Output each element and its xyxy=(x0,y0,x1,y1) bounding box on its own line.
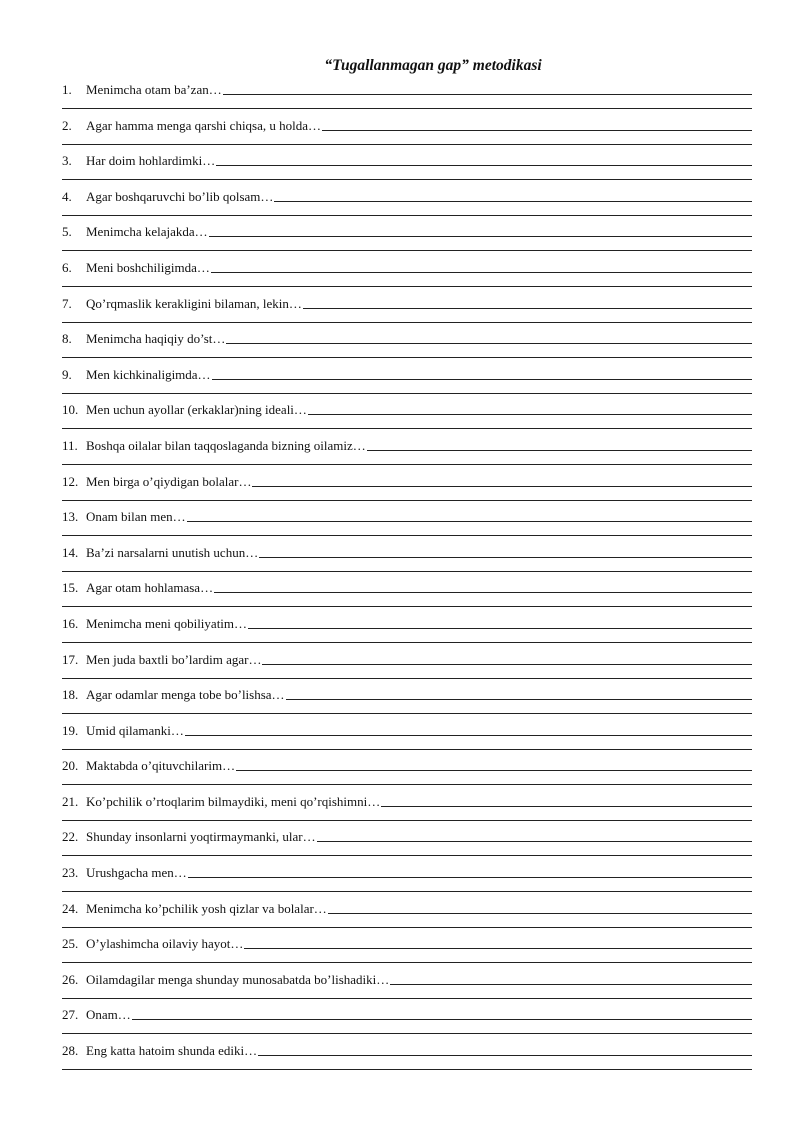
answer-line[interactable] xyxy=(258,1055,752,1056)
sentence-item xyxy=(62,789,752,825)
sentence-item xyxy=(62,326,752,362)
answer-line-continuation[interactable] xyxy=(62,215,752,216)
item-number: 7. xyxy=(62,295,72,311)
item-number: 19. xyxy=(62,722,79,738)
answer-line[interactable] xyxy=(216,165,752,166)
answer-line[interactable] xyxy=(286,699,752,700)
answer-line[interactable] xyxy=(132,1019,752,1020)
answer-line[interactable] xyxy=(259,557,752,558)
answer-line-continuation[interactable] xyxy=(62,606,752,607)
answer-line[interactable] xyxy=(236,770,752,771)
answer-line[interactable] xyxy=(308,414,752,415)
answer-line-continuation[interactable] xyxy=(62,749,752,750)
sentence-item xyxy=(62,860,752,896)
sentence-item xyxy=(62,362,752,398)
sentence-item xyxy=(62,184,752,220)
sentence-row xyxy=(62,469,752,488)
answer-line[interactable] xyxy=(328,913,752,914)
item-number: 10. xyxy=(62,402,79,418)
sentence-row xyxy=(62,967,752,986)
sentence-prompt: Oilamdagilar menga shunday munosabatda bo’lishadiki… xyxy=(86,971,390,987)
sentence-row xyxy=(62,255,752,274)
sentence-item xyxy=(62,611,752,647)
sentence-row xyxy=(62,326,752,345)
answer-line-continuation[interactable] xyxy=(62,144,752,145)
sentence-prompt: Qo’rqmaslik kerakligini bilaman, lekin… xyxy=(86,295,302,311)
sentence-prompt: Har doim hohlardimki… xyxy=(86,153,216,169)
sentence-row xyxy=(62,682,752,701)
sentence-prompt: Agar odamlar menga tobe bo’lishsa… xyxy=(86,687,285,703)
sentence-row xyxy=(62,896,752,915)
item-number: 12. xyxy=(62,473,79,489)
sentence-prompt: Boshqa oilalar bilan taqqoslaganda bizning oilamiz… xyxy=(86,437,366,453)
item-number: 27. xyxy=(62,1007,79,1023)
answer-line-continuation[interactable] xyxy=(62,820,752,821)
item-number: 16. xyxy=(62,615,79,631)
answer-line-continuation[interactable] xyxy=(62,393,752,394)
answer-line[interactable] xyxy=(214,592,752,593)
sentence-row xyxy=(62,1038,752,1057)
sentence-item xyxy=(62,824,752,860)
sentence-prompt: Agar boshqaruvchi bo’lib qolsam… xyxy=(86,188,274,204)
sentence-row xyxy=(62,753,752,772)
sentence-row xyxy=(62,860,752,879)
sentence-item xyxy=(62,967,752,1003)
answer-line[interactable] xyxy=(274,201,752,202)
sentence-prompt: Umid qilamanki… xyxy=(86,722,184,738)
answer-line[interactable] xyxy=(211,272,752,273)
answer-line[interactable] xyxy=(185,735,752,736)
answer-line[interactable] xyxy=(248,628,752,629)
answer-line-continuation[interactable] xyxy=(62,678,752,679)
sentence-prompt: Menimcha haqiqiy do’st… xyxy=(86,331,226,347)
sentence-item xyxy=(62,504,752,540)
answer-line-continuation[interactable] xyxy=(62,855,752,856)
sentence-prompt: Menimcha meni qobiliyatim… xyxy=(86,615,248,631)
sentence-row xyxy=(62,433,752,452)
sentence-item xyxy=(62,397,752,433)
sentence-row xyxy=(62,362,752,381)
sentence-item xyxy=(62,647,752,683)
answer-line[interactable] xyxy=(303,308,752,309)
item-number: 18. xyxy=(62,687,79,703)
sentence-prompt: Men uchun ayollar (erkaklar)ning ideali… xyxy=(86,402,307,418)
answer-line[interactable] xyxy=(367,450,752,451)
sentence-row xyxy=(62,540,752,559)
item-number: 5. xyxy=(62,224,72,240)
item-number: 11. xyxy=(62,437,78,453)
answer-line-continuation[interactable] xyxy=(62,286,752,287)
answer-line-continuation[interactable] xyxy=(62,250,752,251)
item-number: 14. xyxy=(62,544,79,560)
answer-line-continuation[interactable] xyxy=(62,642,752,643)
sentence-row xyxy=(62,504,752,523)
sentence-row xyxy=(62,113,752,132)
sentence-prompt: Ba’zi narsalarni unutish uchun… xyxy=(86,544,259,560)
sentence-item xyxy=(62,433,752,469)
item-number: 21. xyxy=(62,793,79,809)
sentence-prompt: Men kichkinaligimda… xyxy=(86,366,211,382)
answer-line[interactable] xyxy=(209,236,752,237)
sentence-prompt: Urushgacha men… xyxy=(86,865,187,881)
answer-line-continuation[interactable] xyxy=(62,322,752,323)
sentence-row xyxy=(62,77,752,96)
sentence-prompt: Men juda baxtli bo’lardim agar… xyxy=(86,651,262,667)
answer-line-continuation[interactable] xyxy=(62,1033,752,1034)
item-number: 3. xyxy=(62,153,72,169)
sentence-row xyxy=(62,148,752,167)
sentence-item xyxy=(62,682,752,718)
sentence-prompt: Men birga o’qiydigan bolalar… xyxy=(86,473,252,489)
sentence-item xyxy=(62,469,752,505)
answer-line-continuation[interactable] xyxy=(62,998,752,999)
sentence-prompt: Meni boshchiligimda… xyxy=(86,259,210,275)
item-number: 1. xyxy=(62,82,72,97)
sentence-item xyxy=(62,255,752,291)
sentence-prompt: Agar hamma menga qarshi chiqsa, u holda… xyxy=(86,117,322,133)
answer-line-continuation[interactable] xyxy=(62,571,752,572)
answer-line[interactable] xyxy=(244,948,752,949)
sentence-row xyxy=(62,931,752,950)
sentence-prompt: Maktabda o’qituvchilarim… xyxy=(86,758,236,774)
answer-line-continuation[interactable] xyxy=(62,357,752,358)
sentence-row xyxy=(62,397,752,416)
answer-line-continuation[interactable] xyxy=(62,464,752,465)
item-number: 13. xyxy=(62,509,79,525)
sentence-row xyxy=(62,219,752,238)
sentence-row xyxy=(62,291,752,310)
sentence-item xyxy=(62,896,752,932)
sentence-row xyxy=(62,789,752,808)
document-title: “Tugallanmagan gap” metodikasi xyxy=(324,57,542,74)
item-number: 22. xyxy=(62,829,79,845)
item-number: 26. xyxy=(62,971,79,987)
sentence-item xyxy=(62,1002,752,1038)
answer-line-continuation[interactable] xyxy=(62,891,752,892)
sentence-row xyxy=(62,647,752,666)
sentence-prompt: Menimcha ko’pchilik yosh qizlar va bolalar… xyxy=(86,900,327,916)
sentence-item xyxy=(62,718,752,754)
answer-line-continuation[interactable] xyxy=(62,927,752,928)
answer-line[interactable] xyxy=(381,806,752,807)
sentence-prompt: Shunday insonlarni yoqtirmaymanki, ular… xyxy=(86,829,316,845)
sentence-prompt: Eng katta hatoim shunda ediki… xyxy=(86,1043,258,1059)
answer-line[interactable] xyxy=(390,984,752,985)
sentence-row xyxy=(62,184,752,203)
sentence-item xyxy=(62,219,752,255)
sentence-row xyxy=(62,575,752,594)
answer-line-continuation[interactable] xyxy=(62,179,752,180)
answer-line-continuation[interactable] xyxy=(62,428,752,429)
sentence-row xyxy=(62,611,752,630)
sentence-item xyxy=(62,753,752,789)
answer-line-continuation[interactable] xyxy=(62,713,752,714)
item-number: 2. xyxy=(62,117,72,133)
item-number: 15. xyxy=(62,580,79,596)
answer-line[interactable] xyxy=(252,486,752,487)
sentence-prompt: Onam bilan men… xyxy=(86,509,186,525)
sentence-item xyxy=(62,540,752,576)
item-number: 6. xyxy=(62,259,72,275)
item-number: 4. xyxy=(62,188,72,204)
item-number: 25. xyxy=(62,936,79,952)
answer-line-continuation[interactable] xyxy=(62,500,752,501)
sentence-prompt: Onam… xyxy=(86,1007,131,1023)
sentence-prompt: Menimcha otam ba’zan… xyxy=(86,82,222,97)
answer-line[interactable] xyxy=(262,664,752,665)
sentence-item xyxy=(62,1038,752,1074)
sentence-item xyxy=(62,113,752,149)
item-number: 9. xyxy=(62,366,72,382)
sentence-item xyxy=(62,931,752,967)
sentence-item xyxy=(62,291,752,327)
item-number: 17. xyxy=(62,651,79,667)
item-number: 28. xyxy=(62,1043,79,1059)
sentence-prompt: Ko’pchilik o’rtoqlarim bilmaydiki, meni qo’rqishimni… xyxy=(86,793,381,809)
sentence-prompt: Agar otam hohlamasa… xyxy=(86,580,214,596)
sentence-item xyxy=(62,575,752,611)
sentence-prompt: O’ylashimcha oilaviy hayot… xyxy=(86,936,244,952)
item-number: 20. xyxy=(62,758,79,774)
sentence-row xyxy=(62,718,752,737)
answer-line[interactable] xyxy=(212,379,752,380)
sentence-item xyxy=(62,148,752,184)
answer-line-continuation[interactable] xyxy=(62,535,752,536)
item-number: 23. xyxy=(62,865,79,881)
answer-line-continuation[interactable] xyxy=(62,108,752,109)
sentence-row xyxy=(62,824,752,843)
answer-line-continuation[interactable] xyxy=(62,784,752,785)
sentence-row xyxy=(62,1002,752,1021)
sentence-prompt: Menimcha kelajakda… xyxy=(86,224,208,240)
answer-line-continuation[interactable] xyxy=(62,962,752,963)
answer-line[interactable] xyxy=(317,841,752,842)
sentence-list xyxy=(62,77,752,1074)
answer-line[interactable] xyxy=(226,343,752,344)
answer-line[interactable] xyxy=(187,521,752,522)
answer-line[interactable] xyxy=(223,94,752,95)
item-number: 8. xyxy=(62,331,72,347)
answer-line[interactable] xyxy=(322,130,752,131)
sentence-item xyxy=(62,77,752,113)
answer-line[interactable] xyxy=(188,877,752,878)
answer-line-continuation[interactable] xyxy=(62,1069,752,1070)
item-number: 24. xyxy=(62,900,79,916)
